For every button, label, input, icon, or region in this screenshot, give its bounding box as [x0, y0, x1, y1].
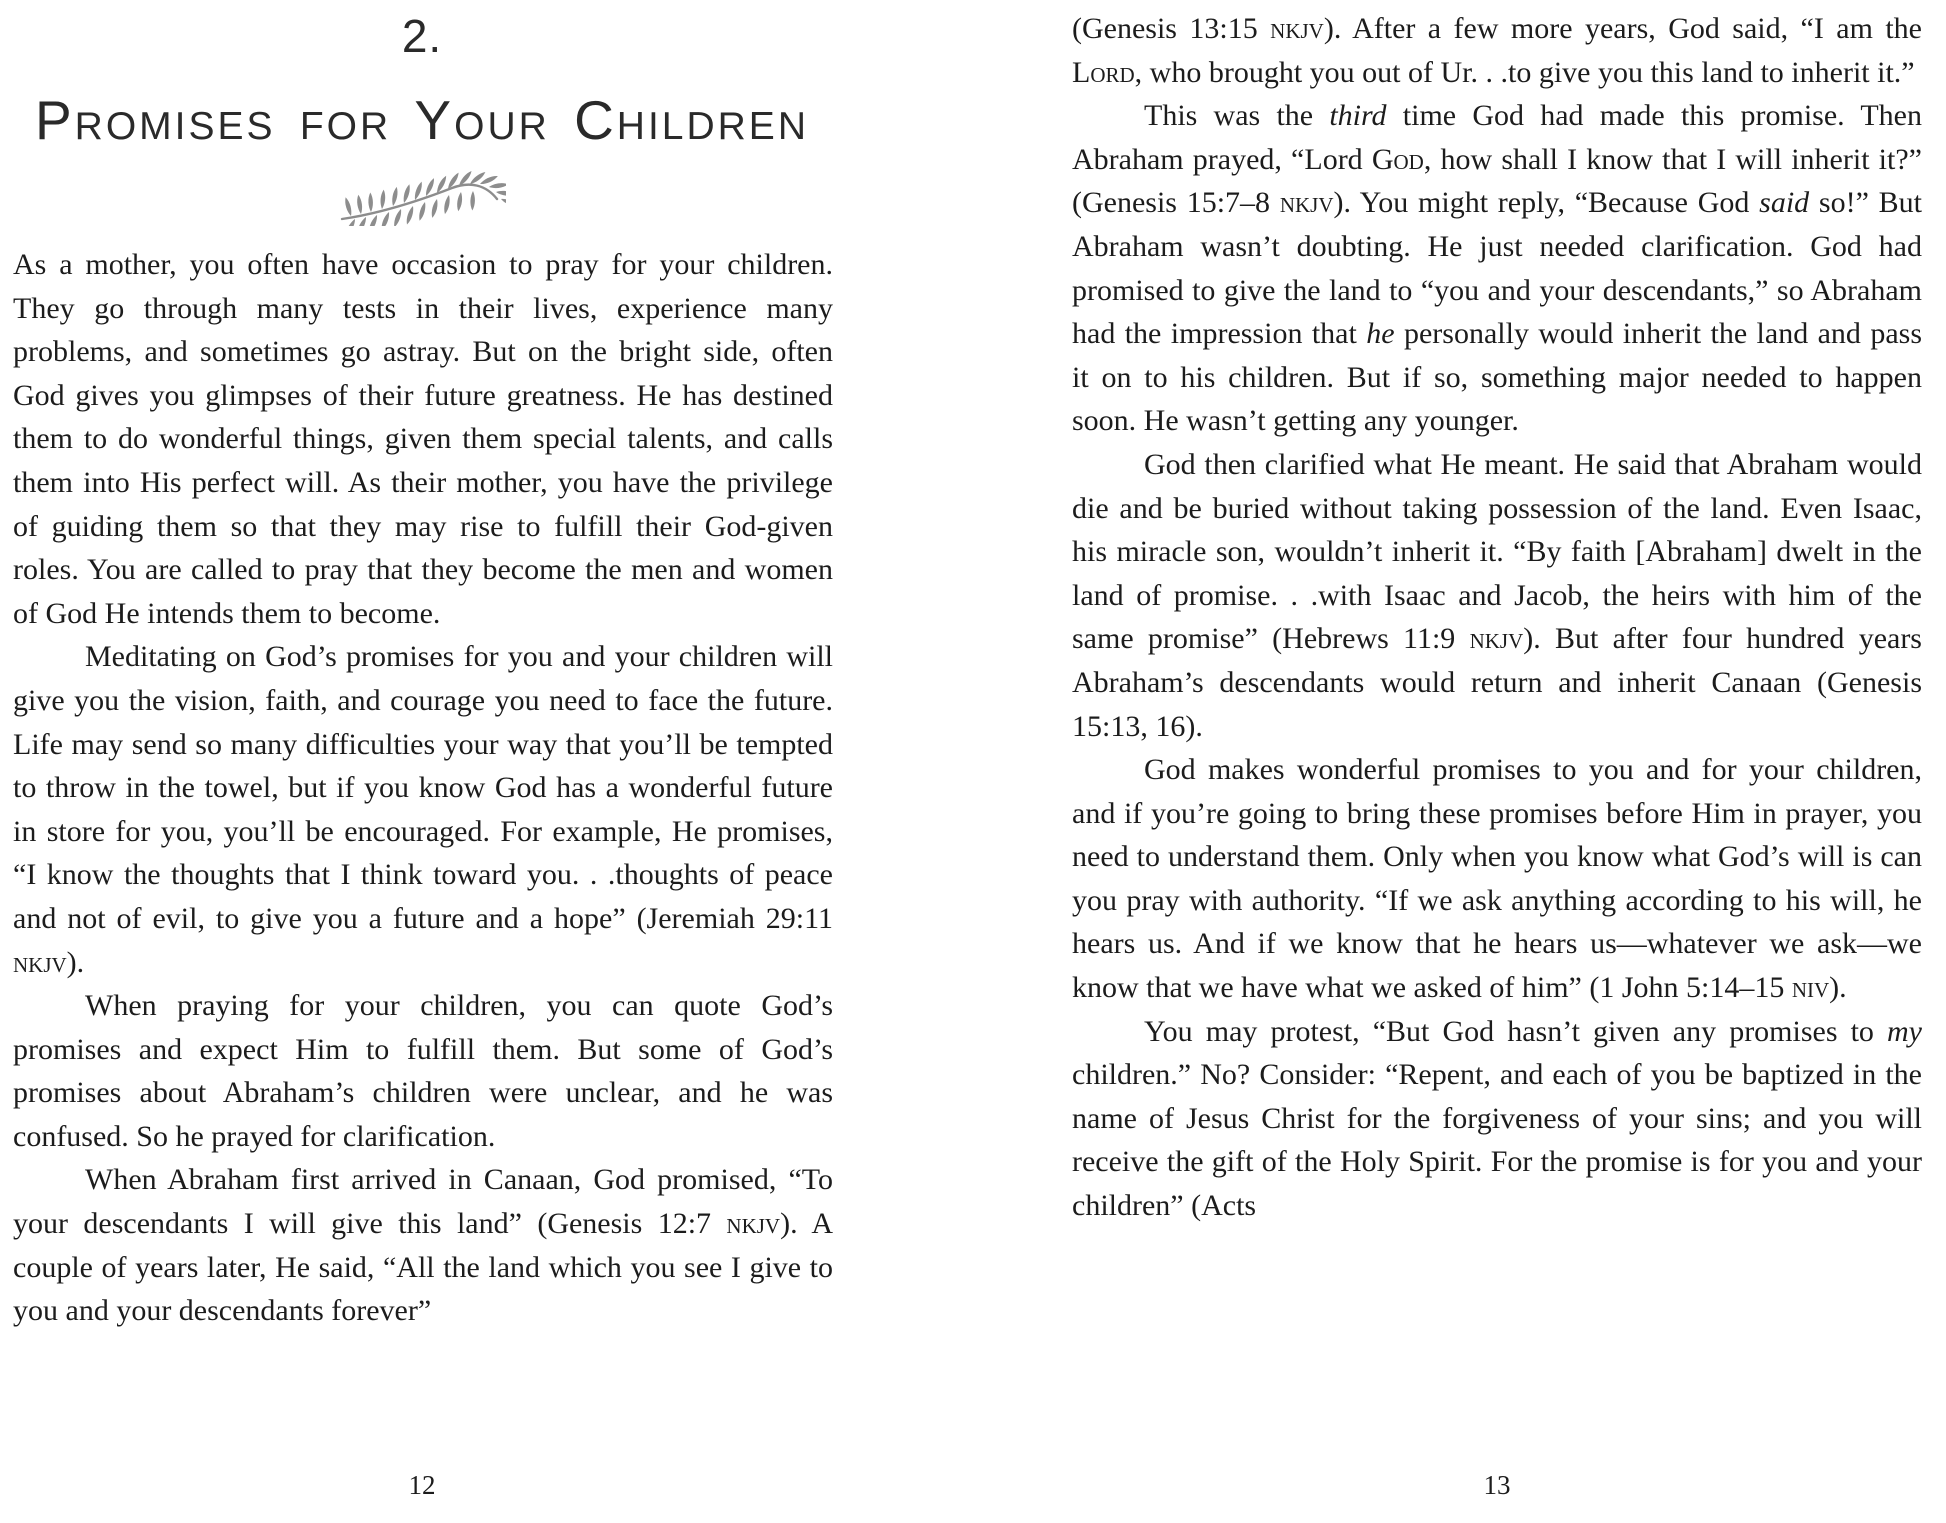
text-segment: As a mother, you often have occasion to pray for your children. They go through many tests in their lives, experience many problems, and sometimes go astray. But on the bright side, often God gives you glimpses of their future greatness. He has destined them to do wonderful things, given them special talents, and calls them into His perfect will. As their mother, you have the privilege of guiding them so that they may rise to fulfill their God-given roles. You are called to pray that they become the men and women of God He intends them to become.: [13, 248, 833, 630]
paragraph: [13, 635, 833, 984]
right-page-number: 13: [1483, 1470, 1511, 1500]
paragraph: [1072, 443, 1922, 748]
text-segment-smallcaps: nkjv: [13, 945, 67, 979]
text-segment: ). A couple of years later, He said, “All the land which you see I give to you and your descendants forever”: [13, 1207, 833, 1328]
text-segment-italic: third: [1329, 99, 1387, 133]
text-segment: , how shall I know that I will inherit it?” (Genesis 15:7–8: [1072, 142, 1922, 220]
text-segment-smallcaps: niv: [1791, 971, 1830, 1005]
paragraph: [13, 1158, 833, 1332]
text-segment: children.” No? Consider: “Repent, and each of you be baptized in the name of Jesus Christ for the forgiveness of your sins; and you will receive the gift of the Holy Spirit. For the promise is for you and your children” (Acts: [1072, 1058, 1922, 1223]
text-segment: Meditating on God’s promises for you and your children will give you the vision, faith, and courage you need to face the future. Life may send so many difficulties your way that you’ll be tempted to throw in the towel, but if you know God has a wonderful future in store for you, you’ll be encouraged. For example, He promises, “I know the thoughts that I think toward you. . .thoughts of peace and not of evil, to give you a future and a hope” (Jeremiah 29:11: [13, 640, 833, 935]
text-segment: ). After a few more years, God said, “I am the: [1323, 12, 1922, 45]
text-segment: God makes wonderful promises to you and for your children, and if you’re going to bring these promises before Him in prayer, you need to understand them. Only when you know what God’s will is can you pray with authority. “If we ask anything according to his will, he hears us. And if we know that he hears us—whatever we ask—we know that we have what we asked of him” (1 John 5:14–15: [1072, 753, 1922, 1005]
text-segment-smallcaps: nkjv: [1469, 622, 1524, 656]
paragraph: [13, 243, 833, 635]
text-segment-smallcaps: nkjv: [726, 1207, 781, 1241]
paragraph: [13, 984, 833, 1158]
text-segment-smallcaps: nkjv: [1279, 186, 1334, 220]
text-segment-italic: said: [1759, 186, 1810, 220]
text-segment-italic: my: [1887, 1014, 1922, 1048]
paragraph: [1072, 94, 1922, 443]
text-segment: ). But after four hundred years Abraham’s descendants would return and inherit Canaan (Genesis 15:13, 16).: [1072, 622, 1922, 743]
paragraph: [1072, 1010, 1922, 1228]
paragraph: [1072, 7, 1922, 94]
text-segment: ).: [1829, 971, 1847, 1005]
chapter-number: 2.: [401, 10, 443, 62]
text-segment: You may protest, “But God hasn’t given any promises to: [1144, 1014, 1888, 1048]
left-page-number: 12: [408, 1470, 436, 1500]
text-segment: This was the: [1144, 99, 1330, 133]
ornament-container: [12, 170, 832, 226]
text-segment-smallcaps: God: [1371, 142, 1424, 176]
paragraph: [1072, 748, 1922, 1010]
text-segment: When praying for your children, you can quote God’s promises and expect Him to fulfill them. But some of God’s promises about Abraham’s children were unclear, and he was confused. So he prayed for clarification.: [13, 989, 833, 1153]
text-segment: , who brought you out of Ur. . .to give you this land to inherit it.”: [1134, 55, 1915, 89]
text-segment: (Genesis 13:15: [1072, 12, 1271, 45]
chapter-title: Promises for Your Children: [35, 89, 809, 151]
text-segment: so!” But Abraham wasn’t doubting. He just needed clarification. God had promised to give the land to “you and your descendants,” so Abraham had the impression that: [1072, 186, 1922, 351]
text-segment: God then clarified what He meant. He said that Abraham would die and be buried without taking possession of the land. Even Isaac, his miracle son, wouldn’t inherit it. “By faith [Abraham] dwelt in the land of promise. . .with Isaac and Jacob, the heirs with him of the same promise” (Hebrews 11:9: [1072, 447, 1922, 656]
text-segment: time God had made this promise. Then Abraham prayed, “Lord: [1072, 99, 1922, 176]
text-segment: personally would inherit the land and pass it on to his children. But if so, something major needed to happen soon. He wasn’t getting any younger.: [1072, 317, 1922, 438]
text-segment: ).: [66, 945, 85, 979]
laurel-sprig-icon: [338, 170, 506, 226]
left-page-text-column: [13, 243, 833, 1333]
text-segment-smallcaps: nkjv: [1270, 12, 1324, 45]
text-segment-smallcaps: Lord: [1072, 55, 1135, 89]
right-page-text-column: [1072, 7, 1922, 1228]
text-segment-italic: he: [1366, 317, 1395, 351]
text-segment: ). You might reply, “Because God: [1333, 186, 1760, 220]
text-segment: When Abraham first arrived in Canaan, God promised, “To your descendants I will give this land” (Genesis 12:7: [13, 1163, 833, 1241]
